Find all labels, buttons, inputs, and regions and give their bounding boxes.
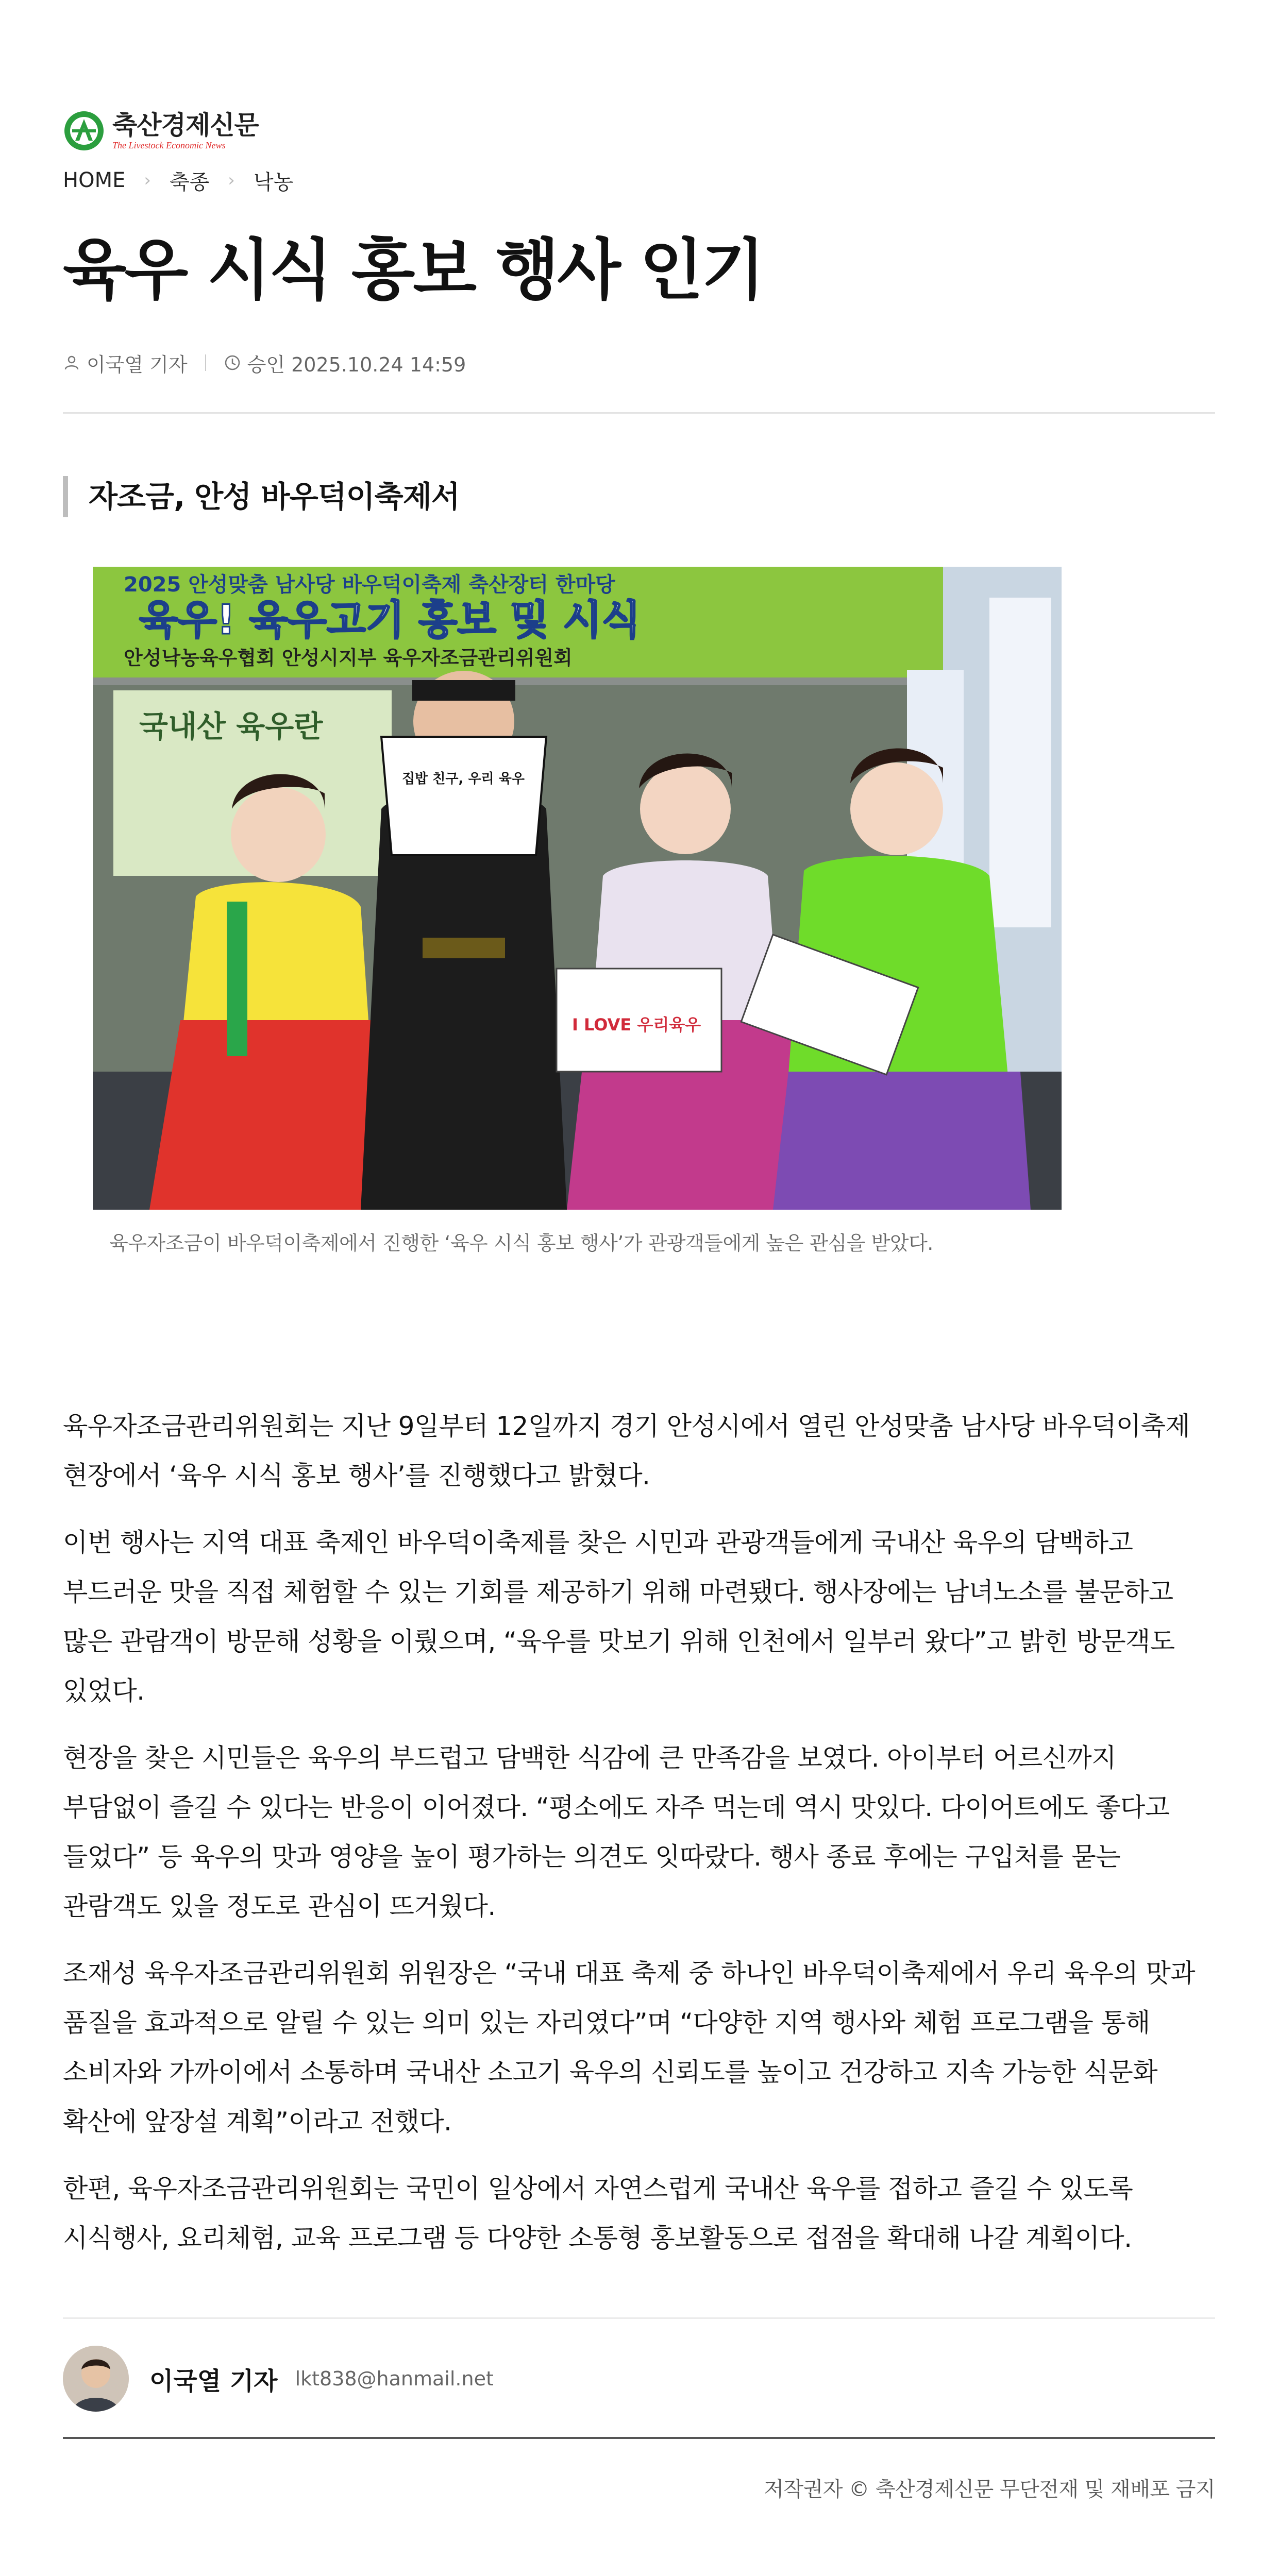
banner-line3: 안성낙농육우협회 안성시지부 육우자조금관리위원회 [124,647,573,669]
photo-caption: 육우자조금이 바우덕이축제에서 진행한 ‘육우 시식 홍보 행사’가 관광객들에게 높은 관심을 받았다. [109,1232,933,1255]
article-title: 육우 시식 홍보 행사 인기 [63,232,763,309]
breadcrumb-home[interactable]: HOME [63,168,126,192]
clock-icon [224,354,241,371]
body-paragraph: 현장을 찾은 시민들은 육우의 부드럽고 담백한 식감에 큰 만족감을 보였다. 아이부터 어르신까지 부담없이 즐길 수 있다는 반응이 이어졌다. “평소에도 자주 먹는데 역시 맛있다. 다이어트에도 좋다고 들었다” 등 육우의 맛과 영양을 높이 평가하는 의견도 잇따랐다. 행사 종료 후에는 구입처를 묻는 관람객도 있을 정도로 관심이 뜨거웠다. [63,1743,1170,1921]
author-box [63,2345,494,2412]
chevron-right-icon: › [144,170,151,191]
article-meta [63,348,466,377]
logo-name: 축산경제신문 [112,110,259,140]
author-divider [63,2317,1215,2319]
banner-sign: 국내산 육우란 [139,709,323,744]
logo-text [112,111,259,151]
meta-published-date: 승인 2025.10.24 14:59 [247,353,466,376]
banner-line1: 2025 안성맞춤 남사당 바우덕이축제 축산장터 한마당 [124,573,615,597]
footer-divider [63,2437,1215,2439]
site-logo[interactable] [63,107,259,155]
photo-illustration [93,567,1062,1210]
body-paragraph: 이번 행사는 지역 대표 축제인 바우덕이축제를 찾은 시민과 관광객들에게 국내산 육우의 담백하고 부드러운 맛을 직접 체험할 수 있는 기회를 제공하기 위해 마련됐다. 행사장에는 남녀노소를 불문하고 많은 관람객이 방문해 성황을 이뤘으며, “육우를 맛보기 위해 인천에서 일부러 왔다”고 밝힌 방문객도 있었다. [63,1528,1175,1706]
meta-divider [205,354,206,371]
meta-author[interactable] [63,349,188,377]
author-email[interactable]: lkt838@hanmail.net [295,2367,494,2390]
article-photo[interactable] [93,567,1062,1210]
copyright-notice: 저작권자 © 축산경제신문 무단전재 및 재배포 금지 [764,2478,1215,2501]
author-name[interactable]: 이국열 기자 [149,2366,278,2396]
logo-subtitle: The Livestock Economic News [112,140,226,150]
body-paragraph: 육우자조금관리위원회는 지난 9일부터 12일까지 경기 안성시에서 열린 안성맞춤 남사당 바우덕이축제 현장에서 ‘육우 시식 홍보 행사’를 진행했다고 밝혔다. [63,1411,1190,1490]
body-paragraph: 조재성 육우자조금관리위원회 위원장은 “국내 대표 축제 중 하나인 바우덕이축제에서 우리 육우의 맛과 품질을 효과적으로 알릴 수 있는 의미 있는 자리였다”며 “다양한 지역 행사와 체험 프로그램을 통해 소비자와 가까이에서 소통하며 국내산 소고기 육우의 신뢰도를 높이고 건강하고 지속 가능한 식문화 확산에 앞장설 계획”이라고 전했다. [63,1958,1195,2137]
article-subtitle: 자조금, 안성 바우덕이축제서 [63,476,460,517]
article-body [63,1401,1215,2280]
meta-author-name: 이국열 기자 [87,353,188,376]
card-text: I LOVE 우리육우 [572,1015,701,1035]
meta-published [224,349,466,377]
picket-text: 집밥 친구, 우리 육우 [402,771,525,787]
breadcrumb-category[interactable]: 축종 [169,170,210,194]
avatar[interactable] [63,2346,129,2412]
header-divider [63,412,1215,414]
avatar-image [63,2346,129,2412]
breadcrumb-subcategory[interactable]: 낙농 [253,170,294,194]
body-paragraph: 한편, 육우자조금관리위원회는 국민이 일상에서 자연스럽게 국내산 육우를 접하고 즐길 수 있도록 시식행사, 요리체험, 교육 프로그램 등 다양한 소통형 홍보활동으로 접점을 확대해 나갈 계획이다. [63,2174,1133,2253]
chevron-right-icon: › [228,170,235,191]
user-icon [63,354,80,371]
banner-line2: 육우! 육우고기 홍보 및 시식 [139,597,641,643]
logo-mark-icon [63,110,105,152]
breadcrumb [63,166,293,195]
